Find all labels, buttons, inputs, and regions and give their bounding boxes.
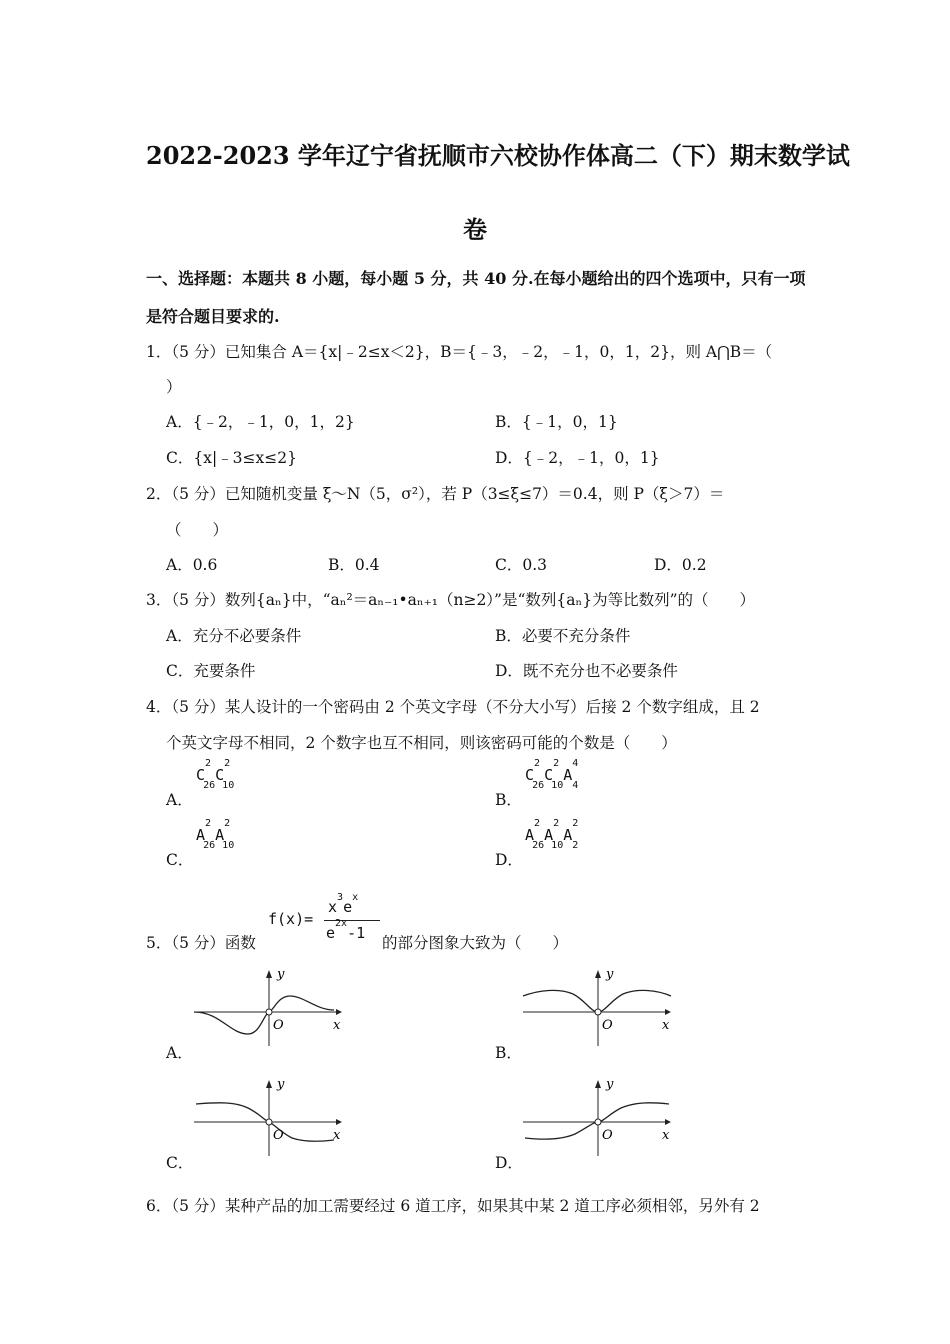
q4-formula-d: $A^2_{26}A^2_{10}A^2_2$ xyxy=(525,818,579,851)
q4-formula-a: $C^2_{26}C^2_{10}$ xyxy=(196,758,235,791)
q4-option-a: A． xyxy=(166,791,193,809)
question-5-cont: 的部分图象大致为（ ） xyxy=(382,934,569,952)
q2-option-c: C．0.3 xyxy=(495,556,548,574)
q5-graph-c-origin: O xyxy=(273,1128,284,1143)
q5-graph-c-y-label: y xyxy=(277,1077,285,1092)
q5-graph-a-origin: O xyxy=(273,1018,284,1033)
page-title-cont: 卷 xyxy=(463,215,487,244)
q5-option-d: D． xyxy=(495,1154,523,1172)
q5-graph-d xyxy=(519,1076,679,1160)
q3-option-a: A．充分不必要条件 xyxy=(166,627,302,645)
q4-option-d: D． xyxy=(495,851,523,869)
q5-graph-d-origin: O xyxy=(602,1128,613,1143)
q5-graph-b-origin: O xyxy=(602,1018,613,1033)
q4-option-b: B． xyxy=(495,791,522,809)
q1-option-c: C．{x|﹣3≤x≤2} xyxy=(166,449,297,467)
q5-graph-a-y-label: y xyxy=(277,967,285,982)
q2-option-d: D．0.2 xyxy=(654,556,707,574)
question-4: 4．（5 分）某人设计的一个密码由 2 个英文字母（不分大小写）后接 2 个数字组成，且 2 xyxy=(146,698,760,716)
q5-graph-a xyxy=(190,966,350,1050)
q3-option-b: B．必要不充分条件 xyxy=(495,627,631,645)
q5-graph-d-y-label: y xyxy=(606,1077,614,1092)
q5-option-a: A． xyxy=(166,1044,193,1062)
question-1: 1．（5 分）已知集合 A＝{x|﹣2≤x＜2}，B＝{﹣3，﹣2，﹣1，0，1，2}，则 A⋂B＝（ xyxy=(146,343,773,361)
q1-option-a: A．{﹣2，﹣1，0，1，2} xyxy=(166,413,355,431)
q5-option-c: C． xyxy=(166,1154,194,1172)
q3-option-c: C．充要条件 xyxy=(166,662,256,680)
page-title: 2022-2023 学年辽宁省抚顺市六校协作体高二（下）期末数学试 xyxy=(146,141,850,170)
q5-graph-c-x-label: x xyxy=(333,1128,341,1143)
q5-graph-a-x-label: x xyxy=(333,1018,341,1033)
q5-graph-c xyxy=(190,1076,350,1160)
q4-formula-b: $C^2_{26}C^2_{10}A^4_4$ xyxy=(525,758,579,791)
question-2: 2．（5 分）已知随机变量 ξ～N（5，σ²），若 P（3≤ξ≤7）＝0.4，则 P（ξ＞7）＝ xyxy=(146,485,725,503)
q5-graph-b-x-label: x xyxy=(662,1018,670,1033)
q5-option-b: B． xyxy=(495,1044,522,1062)
question-6: 6．（5 分）某种产品的加工需要经过 6 道工序，如果其中某 2 道工序必须相邻，另外有 2 xyxy=(146,1197,760,1215)
q5-function-formula: f(x)= $x^3e^x$ $e^{2x}-1$ xyxy=(266,892,382,950)
q5-graph-b-y-label: y xyxy=(606,967,614,982)
section-header-cont: 是符合题目要求的. xyxy=(146,307,280,326)
q5-graph-b xyxy=(519,966,679,1050)
section-header: 一、选择题：本题共 8 小题，每小题 5 分，共 40 分.在每小题给出的四个选项中，只有一项 xyxy=(146,269,806,288)
question-1-cont: ） xyxy=(166,378,182,396)
q2-option-a: A．0.6 xyxy=(166,556,218,574)
q5-graph-d-x-label: x xyxy=(662,1128,670,1143)
q3-option-d: D．既不充分也不必要条件 xyxy=(495,662,678,680)
question-5: 5．（5 分）函数 xyxy=(146,934,256,952)
question-2-cont: （ ） xyxy=(166,521,229,539)
q1-option-b: B．{﹣1，0，1} xyxy=(495,413,618,431)
question-4-cont: 个英文字母不相同，2 个数字也互不相同，则该密码可能的个数是（ ） xyxy=(166,734,677,752)
q1-option-d: D．{﹣2，﹣1，0，1} xyxy=(495,449,660,467)
q4-formula-c: $A^2_{26}A^2_{10}$ xyxy=(196,818,235,851)
q2-option-b: B．0.4 xyxy=(328,556,380,574)
q4-option-c: C． xyxy=(166,851,194,869)
question-3: 3．（5 分）数列{aₙ}中，“aₙ²＝aₙ₋₁•aₙ₊₁（n≥2）”是“数列{aₙ}为等比数列”的（ ） xyxy=(146,591,756,609)
